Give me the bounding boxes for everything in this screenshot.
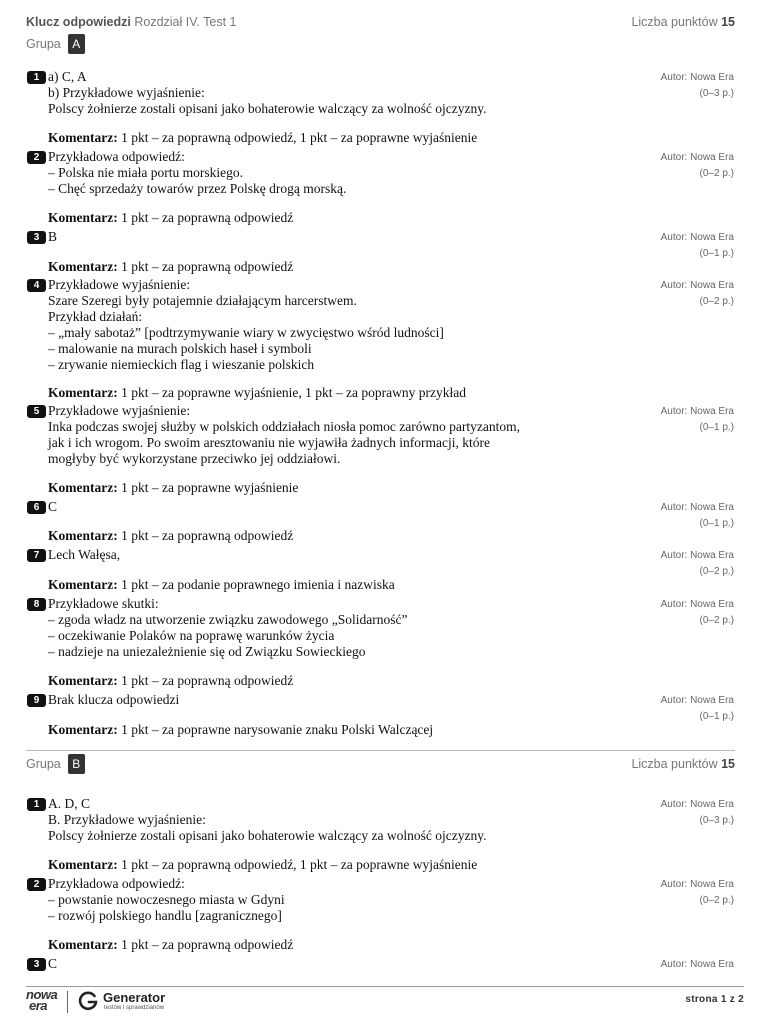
- question-a4: 4 Przykładowe wyjaśnienie: Szare Szeregi były potajemnie działającym harcerstwem. Przykład działań: – „mały sabotaż” [podtrzymywanie wiary w zwycięstwo wśród ludności] – malowanie na murach polskich haseł i symboli – zrywanie niemieckich flag i wieszanie polskich Komentarz: 1 pkt – za poprawne wyjaśnienie, 1 pkt – za poprawny przykład Autor: Nowa Era (0–2 p.): [26, 277, 734, 373]
- question-comment: Komentarz: 1 pkt – za poprawną odpowiedź: [48, 937, 294, 952]
- question-comment: Komentarz: 1 pkt – za poprawne wyjaśnienie: [48, 480, 299, 495]
- group-a-heading: Grupa A: [26, 34, 85, 54]
- question-meta: Autor: Nowa Era (0–1 p.): [660, 406, 734, 433]
- document-title: Klucz odpowiedzi Rozdział IV. Test 1: [26, 15, 237, 29]
- question-number-badge: 9: [27, 694, 46, 707]
- question-a5: 5 Przykładowe wyjaśnienie: Inka podczas swojej służby w polskich oddziałach niosła pomoc zarówno partyzantom, jak i ich wrogom. Po swoim aresztowaniu nie wyjawiła żadnych informacji, które mogłyby być wykorzystane przeciwko jej oddziałowi. Komentarz: 1 pkt – za poprawne wyjaśnienie Autor: Nowa Era (0–1 p.): [26, 403, 734, 467]
- question-comment: Komentarz: 1 pkt – za poprawną odpowiedź: [48, 528, 294, 543]
- question-meta: Autor: Nowa Era (0–2 p.): [660, 599, 734, 626]
- page-number: strona 1 z 2: [685, 994, 744, 1005]
- question-number-badge: 8: [27, 598, 46, 611]
- group-b-points: Liczba punktów 15: [631, 757, 735, 771]
- question-meta: Autor: Nowa Era (0–3 p.): [660, 72, 734, 99]
- question-number-badge: 2: [27, 151, 46, 164]
- question-number-badge: 1: [27, 798, 46, 811]
- generator-logo-subtitle: testów i sprawdzianów: [104, 1005, 165, 1011]
- group-b-heading: Grupa B: [26, 754, 85, 774]
- question-meta: Autor: Nowa Era (0–1 p.): [660, 502, 734, 529]
- question-b1: 1 A. D, C B. Przykładowe wyjaśnienie: Polscy żołnierze zostali opisani jako bohaterowie walczący za wolność ojczyzny. Komentarz: 1 pkt – za poprawną odpowiedź, 1 pkt – za poprawne wyjaśnienie Autor: Nowa Era (0–3 p.): [26, 796, 734, 844]
- question-meta: Autor: Nowa Era (0–2 p.): [660, 152, 734, 179]
- total-points: Liczba punktów 15: [631, 15, 735, 29]
- question-a8: 8 Przykładowe skutki: – zgoda władz na utworzenie związku zawodowego „Solidarność” – oczekiwanie Polaków na poprawę warunków życia – nadzieje na uniezależnienie się od Związku Sowieckiego Komentarz: 1 pkt – za poprawną odpowiedź Autor: Nowa Era (0–2 p.): [26, 596, 734, 660]
- group-letter-badge: A: [68, 34, 85, 54]
- question-a2: 2 Przykładowa odpowiedź: – Polska nie miała portu morskiego. – Chęć sprzedaży towarów przez Polskę drogą morską. Komentarz: 1 pkt – za poprawną odpowiedź Autor: Nowa Era (0–2 p.): [26, 149, 734, 197]
- question-comment: Komentarz: 1 pkt – za poprawną odpowiedź, 1 pkt – za poprawne wyjaśnienie: [48, 130, 478, 145]
- question-comment: Komentarz: 1 pkt – za poprawne wyjaśnienie, 1 pkt – za poprawny przykład: [48, 385, 467, 400]
- nowa-era-logo: nowa era: [26, 987, 58, 1013]
- group-separator: [26, 750, 735, 751]
- generator-logo-text: Generator: [103, 990, 166, 1005]
- generator-g-icon: [77, 990, 99, 1012]
- question-a7: 7 Lech Wałęsa, Komentarz: 1 pkt – za podanie poprawnego imienia i nazwiska Autor: Nowa Era (0–2 p.): [26, 547, 734, 563]
- question-comment: Komentarz: 1 pkt – za poprawną odpowiedź: [48, 673, 294, 688]
- question-meta: Autor: Nowa Era (0–2 p.): [660, 879, 734, 906]
- question-a3: 3 B Komentarz: 1 pkt – za poprawną odpowiedź Autor: Nowa Era (0–1 p.): [26, 229, 734, 245]
- question-meta: Autor: Nowa Era: [660, 959, 734, 970]
- question-meta: Autor: Nowa Era (0–3 p.): [660, 799, 734, 826]
- question-number-badge: 2: [27, 878, 46, 891]
- question-b3: 3 C Autor: Nowa Era: [26, 956, 734, 972]
- question-comment: Komentarz: 1 pkt – za poprawną odpowiedź: [48, 259, 294, 274]
- question-comment: Komentarz: 1 pkt – za poprawne narysowanie znaku Polski Walczącej: [48, 722, 434, 737]
- question-meta: Autor: Nowa Era (0–2 p.): [660, 550, 734, 577]
- footer-rule: [26, 986, 744, 987]
- logo-divider: [67, 991, 68, 1013]
- group-letter-badge: B: [68, 754, 85, 774]
- question-comment: Komentarz: 1 pkt – za poprawną odpowiedź: [48, 210, 294, 225]
- question-b2: 2 Przykładowa odpowiedź: – powstanie nowoczesnego miasta w Gdyni – rozwój polskiego handlu [zagranicznego] Komentarz: 1 pkt – za poprawną odpowiedź Autor: Nowa Era (0–2 p.): [26, 876, 734, 924]
- question-a1: 1 a) C, A b) Przykładowe wyjaśnienie: Polscy żołnierze zostali opisani jako bohaterowie walczący za wolność ojczyzny. Komentarz: 1 pkt – za poprawną odpowiedź, 1 pkt – za poprawne wyjaśnienie Autor: Nowa Era (0–3 p.): [26, 69, 734, 117]
- question-comment: Komentarz: 1 pkt – za poprawną odpowiedź, 1 pkt – za poprawne wyjaśnienie: [48, 857, 478, 872]
- question-comment: Komentarz: 1 pkt – za podanie poprawnego imienia i nazwiska: [48, 577, 395, 592]
- question-number-badge: 3: [27, 958, 46, 971]
- question-number-badge: 7: [27, 549, 46, 562]
- question-number-badge: 4: [27, 279, 46, 292]
- question-meta: Autor: Nowa Era (0–1 p.): [660, 232, 734, 259]
- question-number-badge: 3: [27, 231, 46, 244]
- page-header: [26, 15, 735, 35]
- question-meta: Autor: Nowa Era (0–1 p.): [660, 695, 734, 722]
- question-a6: 6 C Komentarz: 1 pkt – za poprawną odpowiedź Autor: Nowa Era (0–1 p.): [26, 499, 734, 515]
- question-number-badge: 6: [27, 501, 46, 514]
- question-meta: Autor: Nowa Era (0–2 p.): [660, 280, 734, 307]
- question-number-badge: 5: [27, 405, 46, 418]
- question-number-badge: 1: [27, 71, 46, 84]
- question-a9: 9 Brak klucza odpowiedzi Komentarz: 1 pkt – za poprawne narysowanie znaku Polski Walczącej Autor: Nowa Era (0–1 p.): [26, 692, 734, 708]
